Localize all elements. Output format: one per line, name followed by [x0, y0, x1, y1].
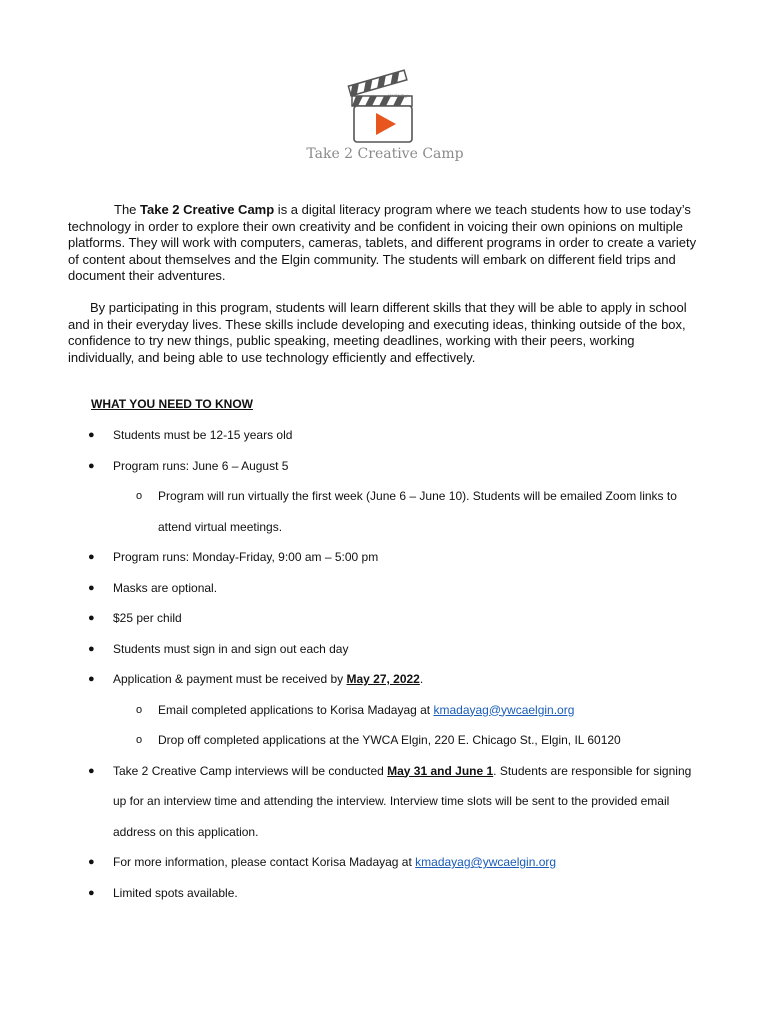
deadline-text: Application & payment must be received by [113, 672, 347, 686]
interview-dates: May 31 and June 1 [387, 763, 494, 778]
contact-email-link[interactable]: kmadayag@ywcaelgin.org [415, 855, 557, 869]
list-item-text: Program runs: June 6 – August 5 [113, 458, 289, 473]
sub-bullet-icon: o [136, 703, 143, 716]
list-item-deadline [0, 664, 770, 695]
list-item-program-hours [0, 542, 770, 573]
interview-text: Take 2 Creative Camp interviews will be conducted [113, 763, 388, 778]
list-item-text [158, 695, 698, 726]
bullet-icon: ● [88, 886, 95, 899]
bullet-icon: ● [88, 612, 95, 624]
list-item-sign-in [0, 634, 770, 665]
contact-text: For more information, please contact Korisa Madayag at [113, 855, 416, 869]
list-item-age [0, 420, 770, 451]
sub-item-virtual-week [0, 481, 770, 542]
list-item-text [113, 664, 693, 695]
logo-board-text: YWCA Elgin [388, 93, 410, 98]
list-item-program-dates [0, 451, 770, 482]
email-text: Email completed applications to Korisa Madayag at [158, 702, 434, 717]
list-item-text [113, 756, 693, 848]
list-item-price [0, 603, 770, 634]
program-name-bold: Take 2 Creative Camp [140, 202, 275, 217]
list-item-text: Drop off completed applications at the YWCA Elgin, 220 E. Chicago St., Elgin, IL 60120 [158, 733, 621, 747]
bullet-icon: ● [88, 551, 95, 563]
intro-paragraph-2: By participating in this program, students will learn different skills that they will be able to apply in school and in their everyday lives. These skills include developing and executing ideas, thinking outside of the box, confidence to try new things, public speaking, meeting deadlines, working with their peers, working individually, and being able to use technology efficiently and effectively. [68, 300, 687, 365]
bullet-icon: ● [88, 856, 95, 868]
bullet-icon: ● [88, 459, 95, 472]
intro-paragraph-1 [68, 202, 704, 285]
bullet-icon: ● [88, 642, 95, 655]
email-link[interactable]: kmadayag@ywcaelgin.org [433, 702, 575, 717]
list-item-limited-spots [0, 878, 770, 909]
sub-item-email [0, 695, 770, 726]
list-item-text [113, 847, 693, 878]
list-item-text: Students must sign in and sign out each day [113, 641, 349, 656]
requirements-list [0, 420, 770, 908]
list-item-text: Students must be 12-15 years old [113, 428, 293, 442]
sub-item-dropoff [0, 725, 770, 756]
bullet-icon: ● [88, 581, 95, 594]
deadline-end: . [419, 672, 424, 686]
section-heading: WHAT YOU NEED TO KNOW [91, 397, 253, 411]
list-item-text: Limited spots available. [113, 885, 238, 900]
list-item-text: Program runs: Monday-Friday, 9:00 am – 5:00 pm [113, 550, 379, 564]
logo-caption: Take 2 Creative Camp [306, 146, 464, 162]
intro-text-rest: is a digital literacy program where we teach students how to use today’s technology in order to explore their own creativity and be confident in voicing their own opinions on multiple platforms. They will work with computers, cameras, tablets, and different programs in order to create a variety of content about themselves and the Elgin community. The students will embark on different field trips and document their adventures. [68, 202, 697, 283]
sub-bullet-icon: o [136, 490, 143, 502]
deadline-date: May 27, 2022 [346, 672, 420, 686]
list-item-masks [0, 573, 770, 604]
list-item-contact [0, 847, 770, 878]
bullet-icon: ● [88, 764, 95, 777]
list-item-text: Program will run virtually the first week (June 6 – June 10). Students will be emailed Zoom links to attend virtual meetings. [158, 489, 677, 534]
list-item-text: Masks are optional. [113, 580, 218, 595]
intro-text-start: The [114, 202, 141, 217]
bullet-icon: ● [88, 673, 95, 685]
interview-text-rest: . Students are responsible for signing up for an interview time and attending the interview. Interview time slots will be sent to the provided email address on this application. [113, 763, 692, 839]
sub-bullet-icon: o [136, 734, 143, 746]
list-item-interviews [0, 756, 770, 848]
bullet-icon: ● [88, 429, 95, 441]
list-item-text: $25 per child [113, 611, 182, 625]
